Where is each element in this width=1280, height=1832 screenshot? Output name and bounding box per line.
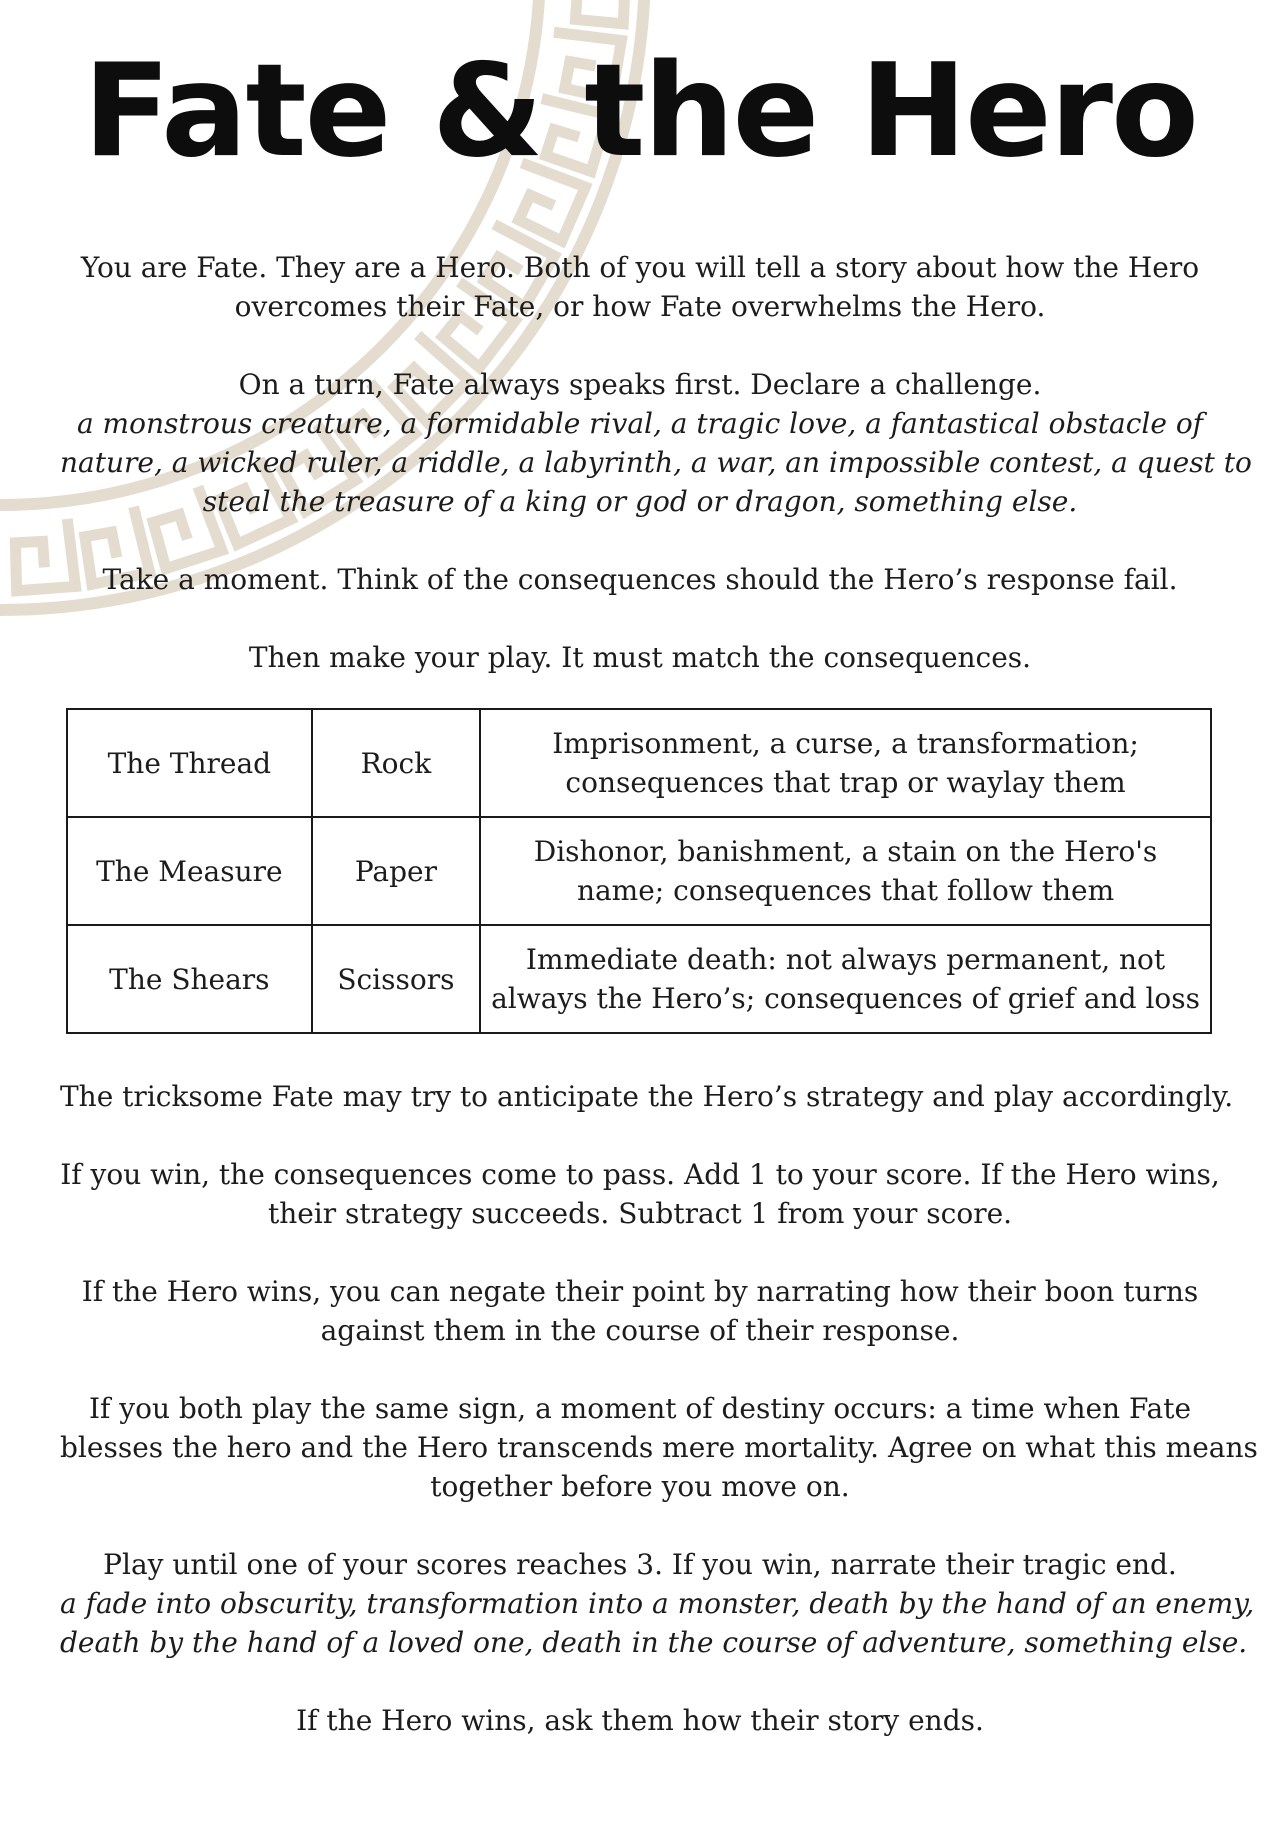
consequence-line: Immediate death: not always permanent, not	[525, 943, 1166, 976]
measure-name-cell: The Measure	[67, 817, 312, 925]
turn-paragraph	[60, 365, 1252, 521]
destiny-line-3: together before you move on.	[430, 1470, 850, 1503]
thread-name-cell: The Thread	[67, 709, 312, 817]
destiny-paragraph	[60, 1389, 1258, 1506]
scoring-line-2: their strategy succeeds. Subtract 1 from your score.	[267, 1197, 1013, 1230]
ending-examples-line-1: a fade into obscurity, transformation into a monster, death by the hand of an enemy,	[60, 1587, 1255, 1620]
measure-consequences-cell	[480, 817, 1211, 925]
challenge-examples-line-3: steal the treasure of a king or god or dragon, something else.	[202, 485, 1078, 518]
tricksome-paragraph	[60, 1077, 1234, 1116]
shears-name-cell: The Shears	[67, 925, 312, 1033]
challenge-examples-line-2: nature, a wicked ruler, a riddle, a labyrinth, a war, an impossible contest, a quest to	[60, 446, 1252, 479]
ending-paragraph	[60, 1545, 1255, 1662]
shears-consequences-cell	[480, 925, 1211, 1033]
consequence-line: consequences that trap or waylay them	[565, 766, 1126, 799]
consequence-line: Dishonor, banishment, a stain on the Hero's	[533, 835, 1158, 868]
table-row	[67, 709, 1211, 817]
negate-paragraph	[60, 1272, 1220, 1350]
hero-wins-paragraph	[60, 1701, 1220, 1740]
hero-wins-line: If the Hero wins, ask them how their story ends.	[296, 1704, 984, 1737]
shears-sign-cell: Scissors	[312, 925, 480, 1033]
negate-line-2: against them in the course of their response.	[320, 1314, 960, 1347]
consequence-line: always the Hero’s; consequences of grief and loss	[491, 982, 1200, 1015]
table-row	[67, 925, 1211, 1033]
play-line: Then make your play. It must match the consequences.	[248, 641, 1032, 674]
greek-key-glyph	[558, 0, 626, 24]
ending-examples-line-2: death by the hand of a loved one, death in the course of adventure, something else.	[60, 1626, 1248, 1659]
consequence-line: Imprisonment, a curse, a transformation;	[552, 727, 1139, 760]
tricksome-line: The tricksome Fate may try to anticipate the Hero’s strategy and play accordingly.	[60, 1080, 1234, 1113]
measure-sign-cell: Paper	[312, 817, 480, 925]
thread-sign-cell: Rock	[312, 709, 480, 817]
turn-line-1: On a turn, Fate always speaks first. Declare a challenge.	[238, 368, 1042, 401]
destiny-line-1: If you both play the same sign, a moment of destiny occurs: a time when Fate	[88, 1392, 1192, 1425]
challenge-examples-line-1: a monstrous creature, a formidable rival, a tragic love, a fantastical obstacle of	[76, 407, 1204, 440]
destiny-line-2: blesses the hero and the Hero transcends mere mortality. Agree on what this means	[60, 1431, 1258, 1464]
thread-consequences-cell	[480, 709, 1211, 817]
table-row	[67, 817, 1211, 925]
scoring-paragraph	[60, 1155, 1220, 1233]
moment-paragraph	[60, 560, 1220, 599]
intro-line-2: overcomes their Fate, or how Fate overwhelms the Hero.	[234, 290, 1046, 323]
signs-table	[66, 708, 1212, 1034]
consequence-line: name; consequences that follow them	[576, 874, 1115, 907]
scoring-line-1: If you win, the consequences come to pass. Add 1 to your score. If the Hero wins,	[60, 1158, 1220, 1191]
intro-paragraph	[60, 248, 1220, 326]
play-paragraph	[60, 638, 1220, 677]
negate-line-1: If the Hero wins, you can negate their point by narrating how their boon turns	[81, 1275, 1199, 1308]
page-title: Fate & the Hero	[83, 37, 1197, 186]
ending-line-1: Play until one of your scores reaches 3. If you win, narrate their tragic end.	[103, 1548, 1177, 1581]
intro-line-1: You are Fate. They are a Hero. Both of you will tell a story about how the Hero	[80, 251, 1200, 284]
moment-line: Take a moment. Think of the consequences should the Hero’s response fail.	[102, 563, 1178, 596]
